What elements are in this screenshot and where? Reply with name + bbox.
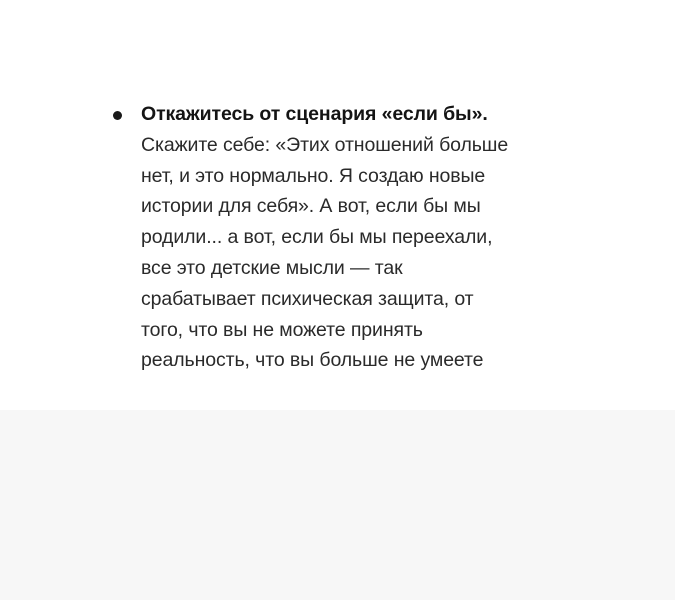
bullet-dot-icon [113, 111, 122, 120]
body-line-1: Скажите себе: «Этих отношений больше [141, 133, 509, 156]
bullet-item [113, 99, 583, 376]
bottom-background [0, 410, 675, 600]
body-line-7: того, что вы не можете принять [141, 318, 423, 341]
text-content [113, 99, 583, 376]
body-line-4: родили... а вот, если бы мы переехали, [141, 226, 493, 249]
body-line-6: срабатывает психическая защита, от [141, 287, 474, 310]
bullet-heading: Откажитесь от сценария «если бы». [141, 103, 488, 125]
body-line-5: все это детские мысли — так [141, 256, 403, 279]
body-line-2: нет, и это нормально. Я создаю новые [141, 164, 486, 187]
body-line-3: истории для себя». А вот, если бы мы [141, 195, 481, 218]
body-line-8: реальность, что вы больше не умеете [141, 349, 484, 372]
